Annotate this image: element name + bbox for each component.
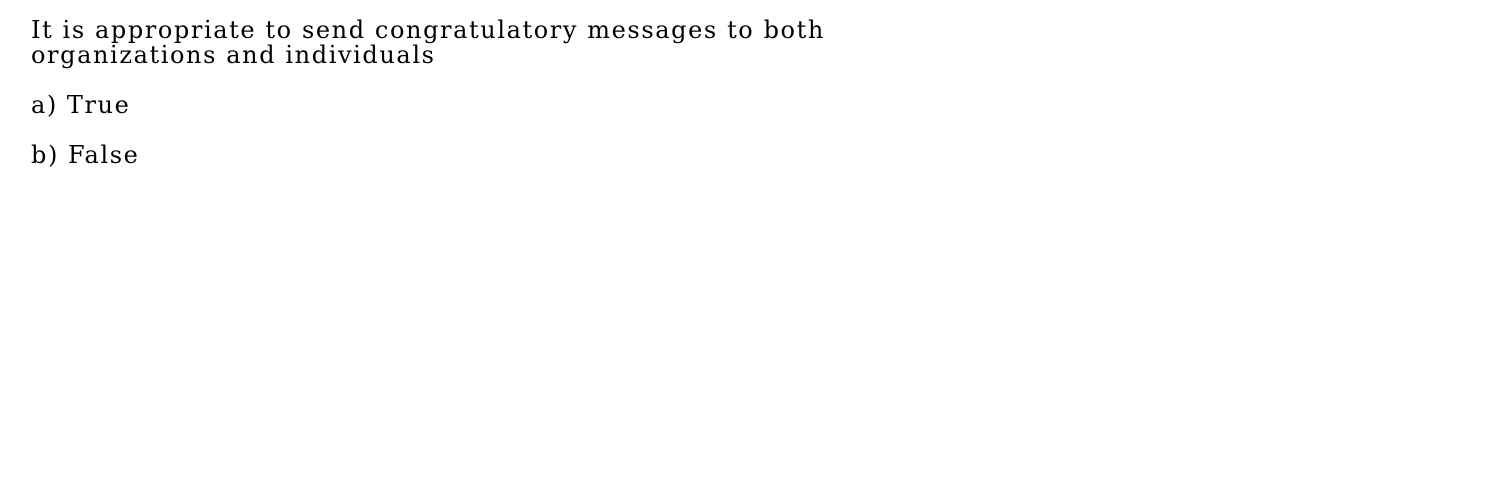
question-line: organizations and individuals <box>31 41 436 69</box>
option-text: False <box>67 141 140 169</box>
answer-options <box>31 93 139 193</box>
option-b[interactable] <box>31 143 139 168</box>
option-letter: b) <box>31 141 59 169</box>
option-letter: a) <box>31 91 58 119</box>
question-line: It is appropriate to send congratulatory messages to both <box>31 16 825 44</box>
question-text <box>31 18 931 68</box>
option-text: True <box>66 91 131 119</box>
option-a[interactable] <box>31 93 139 118</box>
